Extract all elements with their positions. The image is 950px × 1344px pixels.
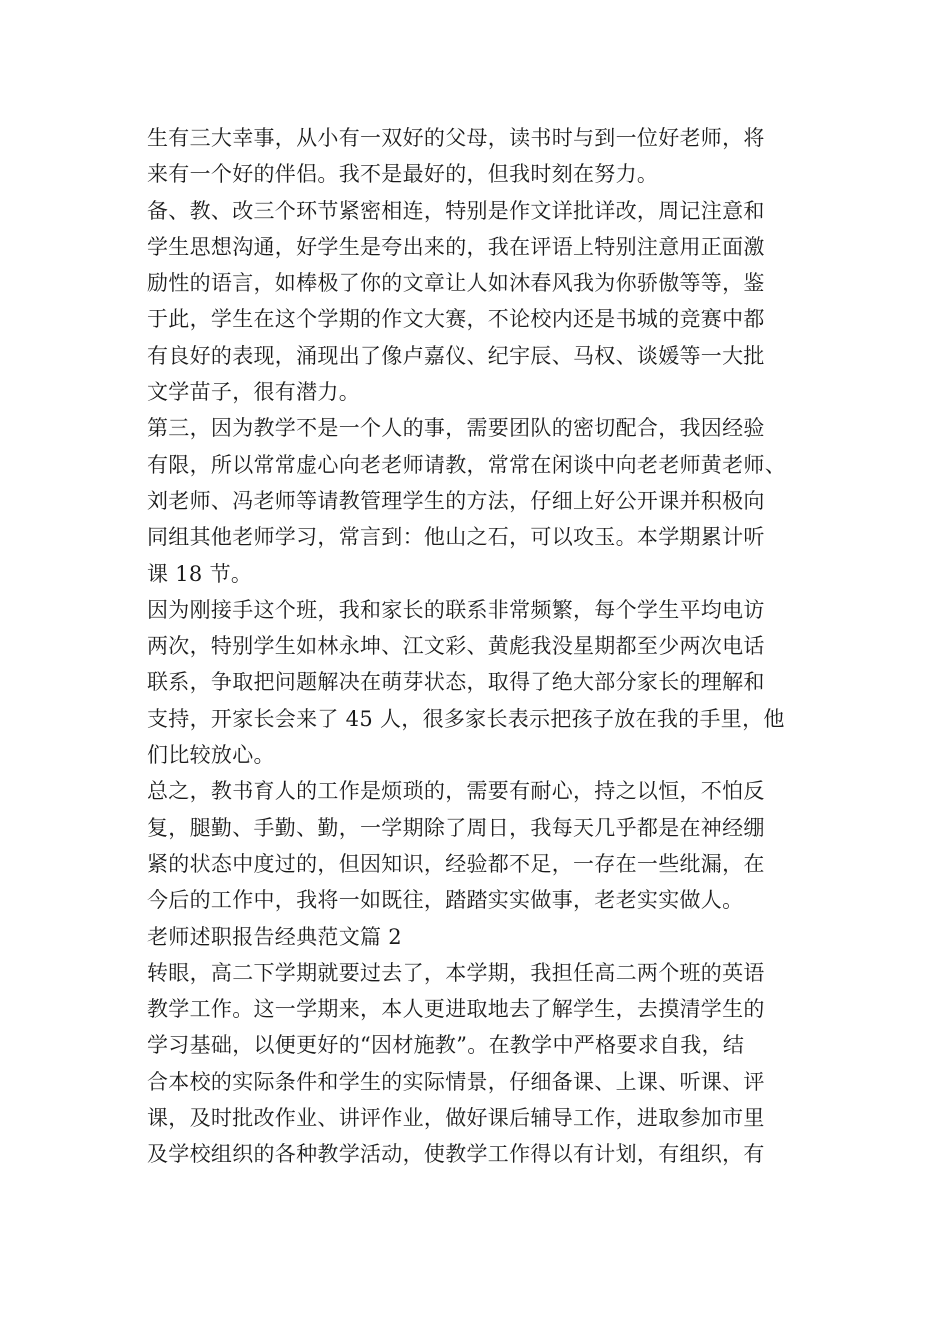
text-line: 生有三大幸事，从小有一双好的父母，读书时与到一位好老师，将 (147, 126, 765, 150)
text-line: 紧的状态中度过的，但因知识，经验都不足，一存在一些纰漏，在 (147, 851, 765, 876)
text-line: 两次，特别学生如林永坤、江文彩、黄彪我没星期都至少两次电话 (147, 634, 765, 659)
text-line: 于此，学生在这个学期的作文大赛，不论校内还是书城的竞赛中都 (147, 307, 765, 332)
text-line: 同组其他老师学习，常言到：他山之石，可以攻玉。本学期累计听 (147, 525, 765, 550)
text-line: 因为刚接手这个班，我和家长的联系非常频繁，每个学生平均电访 (147, 597, 765, 622)
text-line: 转眼，高二下学期就要过去了，本学期，我担任高二两个班的英语 (147, 960, 765, 985)
text-line: 合本校的实际条件和学生的实际情景，仔细备课、上课、听课、评 (147, 1069, 765, 1094)
text-line: 复，腿勤、手勤、勤，一学期除了周日，我每天几乎都是在神经绷 (147, 815, 765, 840)
text-line: 学生思想沟通，好学生是夸出来的，我在评语上特别注意用正面激 (147, 234, 765, 259)
text-line: 第三，因为教学不是一个人的事，需要团队的密切配合，我因经验 (147, 416, 765, 441)
text-line: 课 18 节。 (147, 561, 253, 586)
text-line: 备、教、改三个环节紧密相连，特别是作文详批详改，周记注意和 (147, 198, 765, 223)
text-line: 励性的语言，如棒极了你的文章让人如沐春风我为你骄傲等等，鉴 (147, 271, 765, 296)
text-line: 总之，教书育人的工作是烦琐的，需要有耐心，持之以恒，不怕反 (147, 779, 765, 804)
text-line: 刘老师、冯老师等请教管理学生的方法，仔细上好公开课并积极向 (147, 488, 765, 513)
text-line: 们比较放心。 (147, 743, 275, 768)
text-line: 文学苗子，很有潜力。 (147, 380, 360, 405)
section-heading: 老师述职报告经典范文篇 2 (147, 924, 402, 949)
text-line: 课，及时批改作业、讲评作业，做好课后辅导工作，进取参加市里 (147, 1106, 765, 1131)
text-line: 联系，争取把问题解决在萌芽状态，取得了绝大部分家长的理解和 (147, 670, 765, 695)
document-body (147, 120, 812, 1173)
text-line: 来有一个好的伴侣。我不是最好的，但我时刻在努力。 (147, 162, 659, 187)
text-line: 教学工作。这一学期来，本人更进取地去了解学生，去摸清学生的 (147, 997, 765, 1022)
text-line: 今后的工作中，我将一如既往，踏踏实实做事，老老实实做人。 (147, 888, 744, 913)
text-line: 有良好的表现，涌现出了像卢嘉仪、纪宇辰、马权、谈媛等一大批 (147, 343, 765, 368)
text-line: 支持，开家长会来了 45 人，很多家长表示把孩子放在我的手里，他 (147, 706, 785, 731)
text-line: 及学校组织的各种教学活动，使教学工作得以有计划，有组织，有 (147, 1142, 765, 1167)
text-line: 学习基础，以便更好的“因材施教”。在教学中严格要求自我，结 (147, 1033, 745, 1058)
text-line: 有限，所以常常虚心向老老师请教，常常在闲谈中向老老师黄老师、 (147, 452, 786, 477)
